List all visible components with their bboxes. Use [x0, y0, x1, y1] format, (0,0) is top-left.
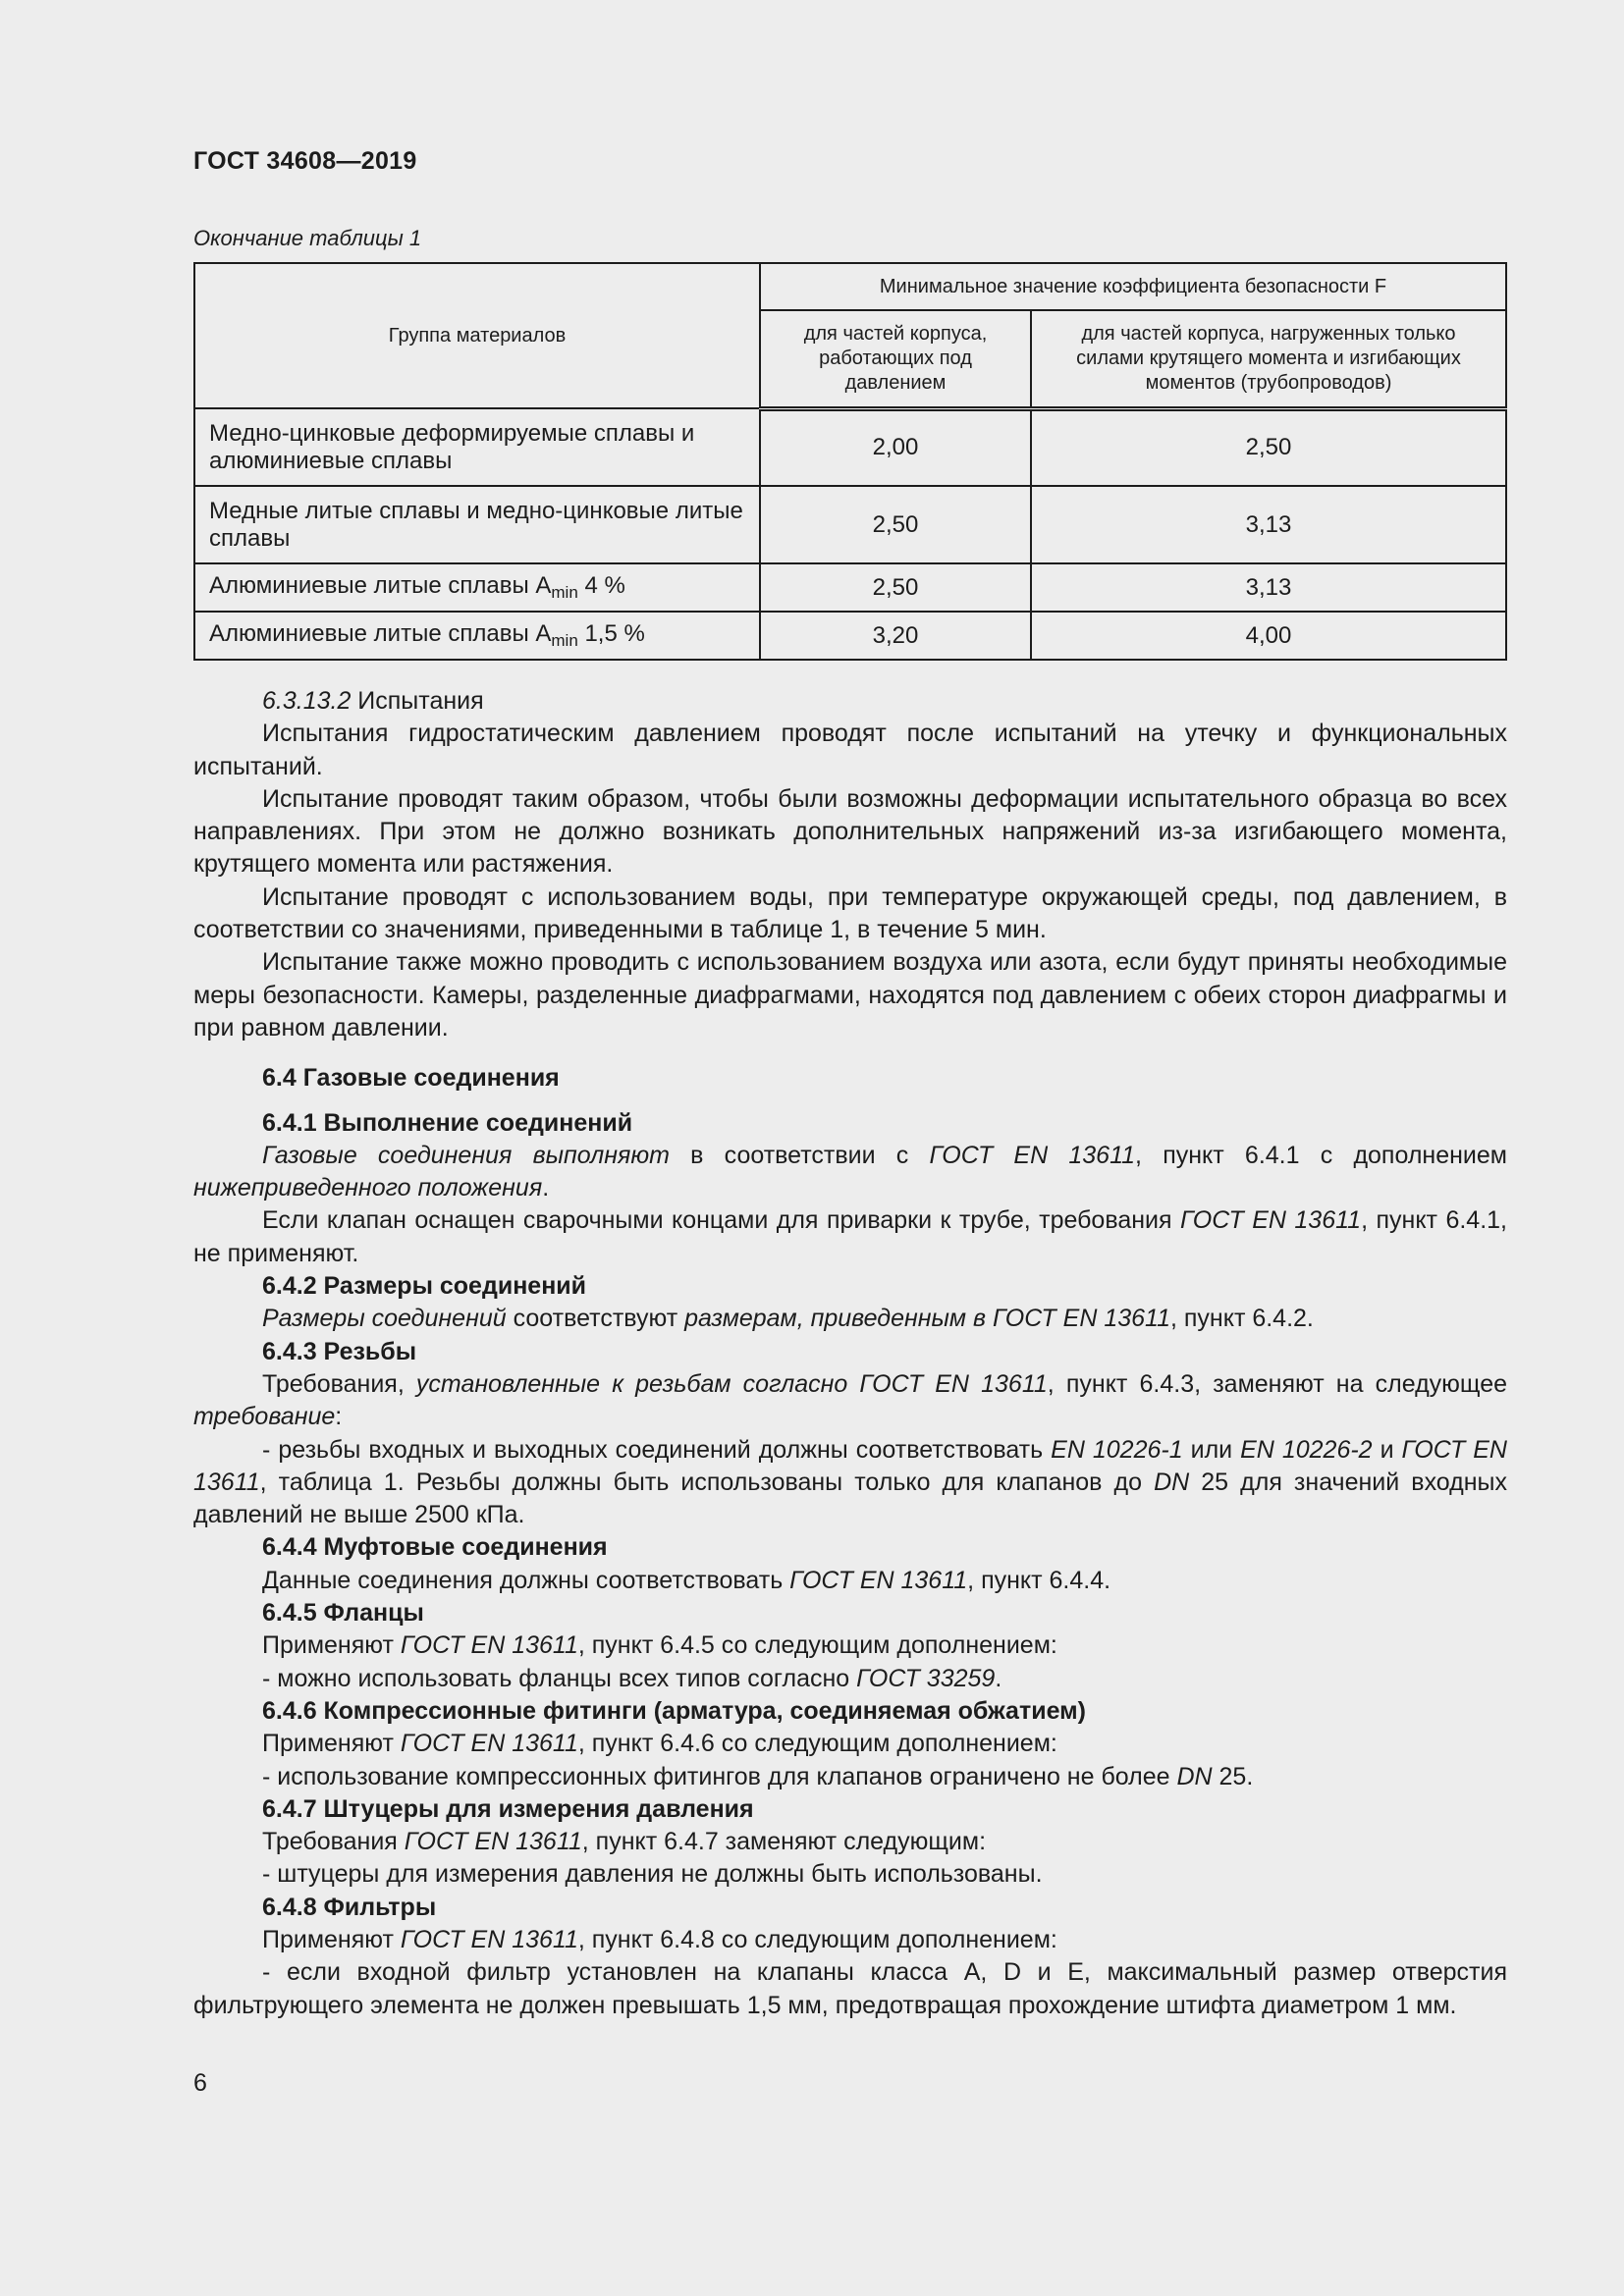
paragraph: Испытание проводят таким образом, чтобы были возможны деформации испытательного образца во всех направлениях. При этом не должно возникать дополнительных напряжений из-за изгибающего момента, крутящего момента или растяжения.: [193, 784, 1507, 879]
section-6-4-6-heading: 6.4.6 Компрессионные фитинги (арматура, соединяемая обжатием): [262, 1696, 1086, 1725]
list-item: - резьбы входных и выходных соединений должны соответствовать EN 10226-1 или EN 10226-2 и ГОСТ EN 13611, таблица 1. Резьбы должны быть использованы только для клапанов до DN 25 для значений входных давлений не выше 2500 кПа.: [193, 1435, 1507, 1529]
table-row: [194, 563, 1506, 612]
paragraph: Требования, установленные к резьбам согласно ГОСТ EN 13611, пункт 6.4.3, заменяют на следующее требование:: [193, 1369, 1508, 1431]
section-6-4-heading: 6.4 Газовые соединения: [262, 1064, 560, 1093]
paragraph: Данные соединения должны соответствовать ГОСТ EN 13611, пункт 6.4.4.: [262, 1566, 1111, 1594]
paragraph: Требования ГОСТ EN 13611, пункт 6.4.7 заменяют следующим:: [262, 1828, 987, 1856]
cell-value: 2,00: [760, 408, 1031, 486]
document-header-id: ГОСТ 34608—2019: [193, 147, 417, 175]
paragraph: Испытания гидростатическим давлением проводят после испытаний на утечку и функциональных испытаний.: [193, 720, 1507, 780]
section-6-4-4-heading: 6.4.4 Муфтовые соединения: [262, 1533, 608, 1562]
header-material-group: Группа материалов: [194, 263, 760, 408]
paragraph: Испытание проводят с использованием воды, при температуре окружающей среды, под давлением, в соответствии со значениями, приведенными в таблице 1, в течение 5 мин.: [193, 882, 1507, 944]
paragraph: Испытание также можно проводить с использованием воздуха или азота, если будут приняты необходимые меры безопасности. Камеры, разделенные диафрагмами, находятся под давлением с обеих сторон диафрагмы и при равном давлении.: [193, 948, 1507, 1041]
section-6-4-3-heading: 6.4.3 Резьбы: [262, 1337, 417, 1365]
cell-group: Алюминиевые литые сплавы $A_{min}$ 1,5 %: [194, 612, 760, 660]
header-torque-parts: для частей корпуса, нагруженных только силами крутящего момента и изгибающих моментов (трубопроводов): [1031, 310, 1506, 408]
header-min-factor: Минимальное значение коэффициента безопасности F: [760, 263, 1506, 310]
cell-value: 2,50: [760, 563, 1031, 612]
cell-value: 3,13: [1031, 563, 1506, 612]
cell-group: Медно-цинковые деформируемые сплавы и алюминиевые сплавы: [194, 408, 760, 486]
cell-value: 2,50: [760, 486, 1031, 563]
paragraph: Размеры соединений соответствуют размерам, приведенным в ГОСТ EN 13611, пункт 6.4.2.: [262, 1305, 1314, 1333]
cell-group: Алюминиевые литые сплавы $A_{min}$ 4 %: [194, 563, 760, 612]
list-item: - использование компрессионных фитингов для клапанов ограничено не более DN 25.: [262, 1762, 1254, 1790]
cell-value: 3,20: [760, 612, 1031, 660]
section-6-4-5-heading: 6.4.5 Фланцы: [262, 1599, 424, 1628]
paragraph: Газовые соединения выполняют в соответствии с ГОСТ EN 13611, пункт 6.4.1 с дополнением нижеприведенного положения.: [193, 1141, 1507, 1202]
cell-value: 2,50: [1031, 408, 1506, 486]
cell-value: 4,00: [1031, 612, 1506, 660]
header-pressure-parts: для частей корпуса, работающих под давлением: [760, 310, 1031, 408]
list-item: - штуцеры для измерения давления не должны быть использованы.: [262, 1860, 1043, 1889]
table-caption: Окончание таблицы 1: [193, 226, 422, 250]
body-text: [193, 685, 1507, 2022]
section-6-4-8-heading: 6.4.8 Фильтры: [262, 1893, 437, 1921]
table-row: [194, 612, 1506, 660]
paragraph: Применяют ГОСТ EN 13611, пункт 6.4.5 со следующим дополнением:: [262, 1631, 1057, 1660]
paragraph: Применяют ГОСТ EN 13611, пункт 6.4.8 со следующим дополнением:: [262, 1925, 1057, 1953]
section-6-4-7-heading: 6.4.7 Штуцеры для измерения давления: [262, 1794, 754, 1823]
section-6-4-2-heading: 6.4.2 Размеры соединений: [262, 1272, 587, 1301]
paragraph: Если клапан оснащен сварочными концами для приварки к трубе, требования ГОСТ EN 13611, пункт 6.4.1, не применяют.: [193, 1206, 1508, 1267]
table-row: [194, 408, 1506, 486]
section-6-4-1-heading: 6.4.1 Выполнение соединений: [262, 1108, 633, 1137]
table-row: [194, 486, 1506, 563]
list-item: - можно использовать фланцы всех типов согласно ГОСТ 33259.: [262, 1664, 1002, 1692]
cell-value: 3,13: [1031, 486, 1506, 563]
page-number: 6: [193, 2069, 207, 2097]
safety-factor-table: [193, 262, 1507, 661]
cell-group: Медные литые сплавы и медно-цинковые литые сплавы: [194, 486, 760, 563]
subsection-6-3-13-2-heading: 6.3.13.2 Испытания: [262, 687, 484, 715]
paragraph: Применяют ГОСТ EN 13611, пункт 6.4.6 со следующим дополнением:: [262, 1730, 1057, 1758]
list-item: - если входной фильтр установлен на клапаны класса A, D и E, максимальный размер отверстия фильтрующего элемента не должен превышать 1,5 мм, предотвращая прохождение штифта диаметром 1 мм.: [193, 1958, 1507, 2019]
